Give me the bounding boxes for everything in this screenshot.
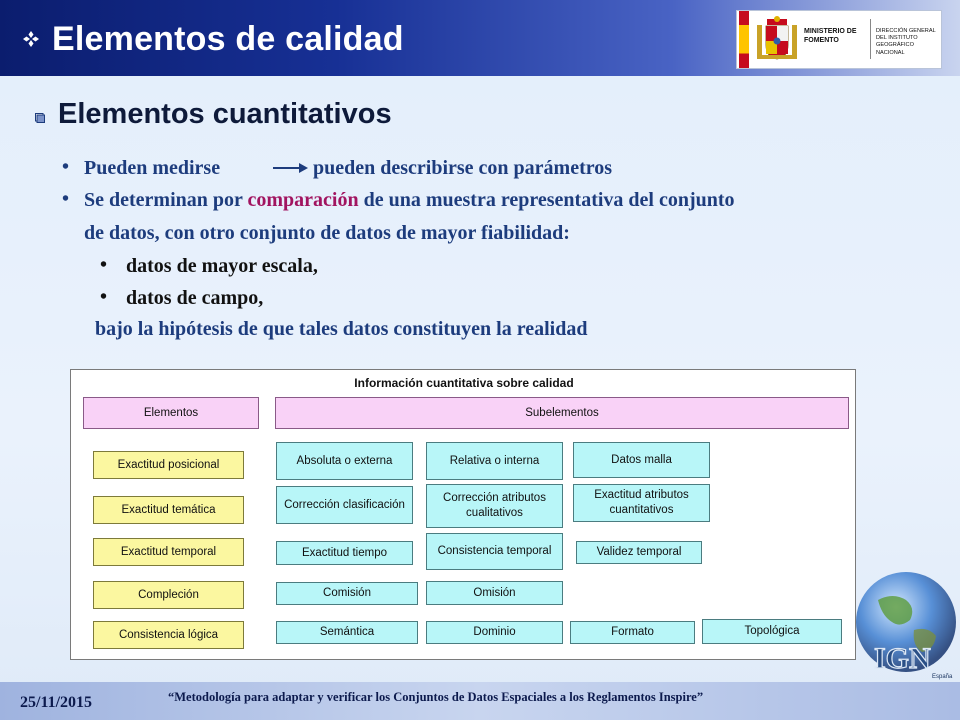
bullet2-pre: Se determinan por xyxy=(84,189,248,211)
ign-globe-logo xyxy=(848,570,956,682)
sub-semantica: Semántica xyxy=(276,621,418,644)
bullet1-right-text: pueden describirse con parámetros xyxy=(313,157,613,179)
sub-validez-temporal: Validez temporal xyxy=(576,541,702,564)
sub-datos-malla: Datos malla xyxy=(573,442,710,478)
sub-consistencia-temporal: Consistencia temporal xyxy=(426,533,563,570)
element-exactitud-temporal: Exactitud temporal xyxy=(93,538,244,566)
element-exactitud-tematica: Exactitud temática xyxy=(93,496,244,524)
spain-flag-stripe xyxy=(739,11,749,68)
element-complecion: Compleción xyxy=(93,581,244,609)
ministry-name: MINISTERIO DE FOMENTO xyxy=(804,28,857,44)
element-consistencia-logica: Consistencia lógica xyxy=(93,621,244,649)
footer-bar xyxy=(0,682,960,720)
sub-formato: Formato xyxy=(570,621,695,644)
sub-absoluta: Absoluta o externa xyxy=(276,442,413,480)
title-bar xyxy=(0,0,960,76)
diamond-bullet-icon xyxy=(22,30,40,48)
sub-exactitud-atributos: Exactitud atributos cuantitativos xyxy=(573,484,710,522)
page-title: Elementos de calidad xyxy=(52,20,404,58)
ministry-logo xyxy=(736,10,942,69)
ign-logo-text: IGN xyxy=(874,642,931,675)
bullet-dot: • xyxy=(100,254,108,276)
diagram-title: Información cuantitativa sobre calidad xyxy=(354,376,574,390)
quality-diagram xyxy=(70,369,856,660)
element-exactitud-posicional: Exactitud posicional xyxy=(93,451,244,479)
bullet2-highlight: comparación xyxy=(247,189,359,211)
header-subelementos: Subelementos xyxy=(275,397,849,429)
bullet1-left-text: Pueden medirse xyxy=(84,157,221,179)
sub-bullet-1: datos de mayor escala, xyxy=(126,255,318,277)
ign-logo-subtext: España xyxy=(932,674,953,680)
sub-omision: Omisión xyxy=(426,581,563,605)
sub-dominio: Dominio xyxy=(426,621,563,644)
sub-correccion-clasificacion: Corrección clasificación xyxy=(276,486,413,524)
sub-exactitud-tiempo: Exactitud tiempo xyxy=(276,541,413,565)
footer-date: 25/11/2015 xyxy=(20,694,93,711)
sub-relativa: Relativa o interna xyxy=(426,442,563,480)
square-bullet-icon xyxy=(35,113,45,123)
sub-correccion-atributos: Corrección atributos cualitativos xyxy=(426,484,563,528)
sub-bullet-2: datos de campo, xyxy=(126,287,264,309)
right-arrow-icon xyxy=(271,160,309,176)
section-title: Elementos cuantitativos xyxy=(58,98,392,130)
sub-comision: Comisión xyxy=(276,582,418,605)
bullet-dot: • xyxy=(100,286,108,308)
header-elementos: Elementos xyxy=(83,397,259,429)
footer-quote: “Metodología para adaptar y verificar los Conjuntos de Datos Espaciales a los Reglamentos Inspire” xyxy=(168,690,704,704)
institute-name: DIRECCIÓN GENERAL DEL INSTITUTO GEOGRÁFICO NACIONAL xyxy=(876,28,936,56)
bullet2-text xyxy=(84,189,735,212)
sub-topologica: Topológica xyxy=(702,619,842,644)
bullet-dot: • xyxy=(62,188,70,210)
closing-text: bajo la hipótesis de que tales datos constituyen la realidad xyxy=(95,318,588,340)
coat-of-arms-icon xyxy=(755,15,799,63)
bullet2-post: de una muestra representativa del conjunto xyxy=(358,189,735,211)
bullet2-continuation: de datos, con otro conjunto de datos de mayor fiabilidad: xyxy=(84,222,570,244)
bullet-dot: • xyxy=(62,156,70,178)
logo-divider xyxy=(870,19,871,59)
